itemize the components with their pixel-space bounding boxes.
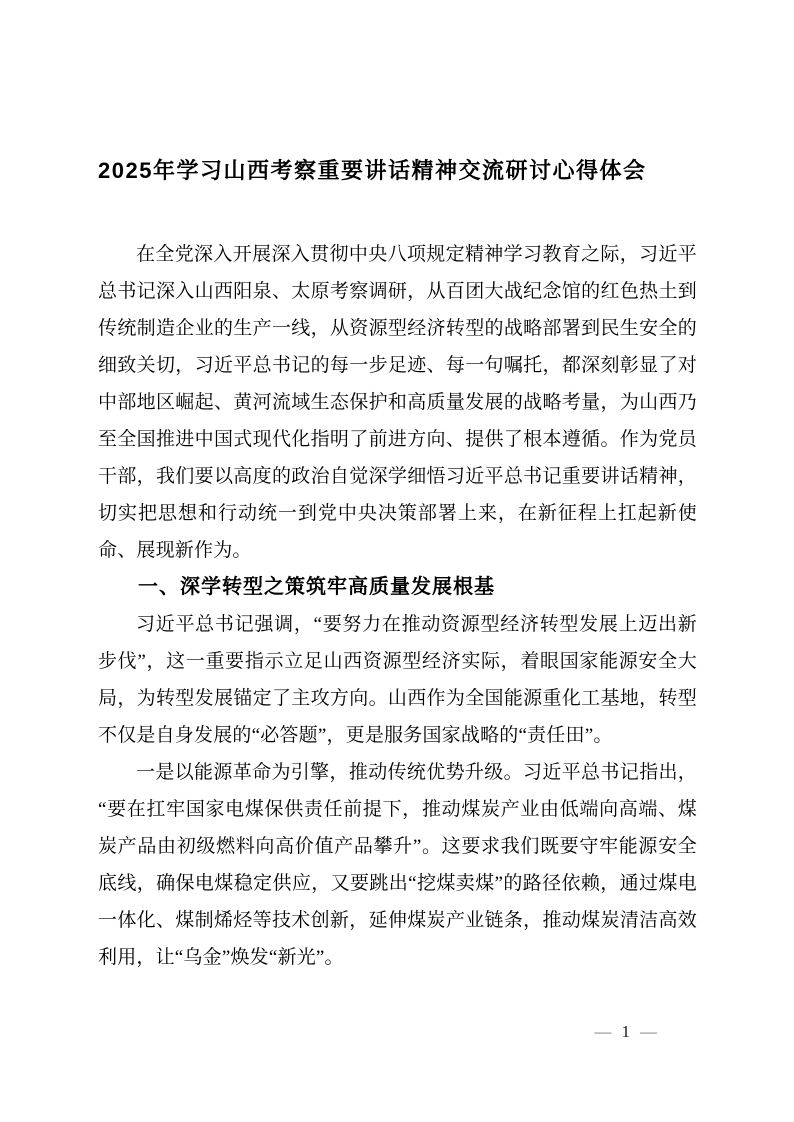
page-number bbox=[594, 1022, 659, 1042]
page-number-left-dash: — bbox=[594, 1022, 612, 1041]
document-body bbox=[98, 236, 697, 976]
page-number-right-dash: — bbox=[640, 1022, 657, 1041]
body-paragraph: 在全党深入开展深入贯彻中央八项规定精神学习教育之际，习近平总书记深入山西阳泉、太原考察调研，从百团大战纪念馆的红色热土到传统制造企业的生产一线，从资源型经济转型的战略部署到民生安全的细致关切，习近平总书记的每一步足迹、每一句嘱托，都深刻彰显了对中部地区崛起、黄河流域生态保护和高质量发展的战略考量，为山西乃至全国推进中国式现代化指明了前进方向、提供了根本遵循。作为党员干部，我们要以高度的政治自觉深学细悟习近平总书记重要讲话精神，切实把思想和行动统一到党中央决策部署上来，在新征程上扛起新使命、展现新作为。 bbox=[98, 244, 697, 561]
page-number-value: 1 bbox=[621, 1022, 630, 1041]
page-title: 2025年学习山西考察重要讲话精神交流研讨心得体会 bbox=[98, 158, 647, 183]
body-paragraph: 习近平总书记强调，“要努力在推动资源型经济转型发展上迈出新步伐”，这一重要指示立足山西资源型经济实际，着眼国家能源安全大局，为转型发展锚定了主攻方向。山西作为全国能源重化工基地，转型不仅是自身发展的“必答题”，更是服务国家战略的“责任田”。 bbox=[98, 614, 697, 746]
body-paragraph: 一是以能源革命为引擎，推动传统优势升级。习近平总书记指出，“要在扛牢国家电煤保供责任前提下，推动煤炭产业由低端向高端、煤炭产品由初级燃料向高价值产品攀升”。这要求我们既要守牢能源安全底线，确保电煤稳定供应，又要跳出“挖煤卖煤”的路径依赖，通过煤电一体化、煤制烯烃等技术创新，延伸煤炭产业链条，推动煤炭清洁高效利用，让“乌金”焕发“新光”。 bbox=[98, 762, 697, 968]
section-heading: 一、深学转型之策筑牢高质量发展根基 bbox=[138, 576, 495, 598]
